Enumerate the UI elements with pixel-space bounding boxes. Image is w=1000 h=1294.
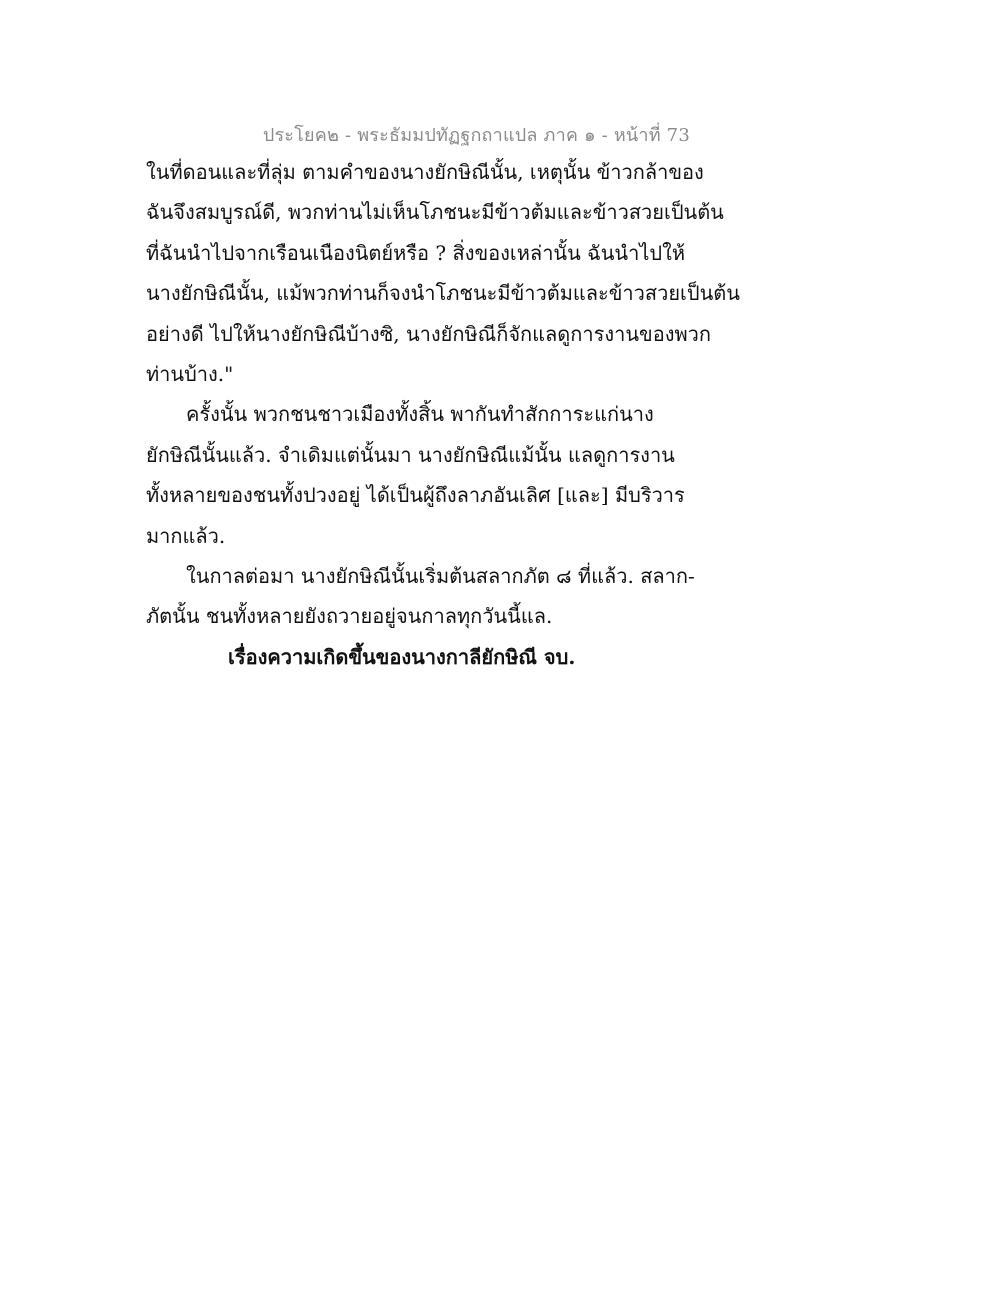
text-line: ยักษิณีนั้นแล้ว. จำเดิมแต่นั้นมา นางยักษิณีแม้นั้น แลดูการงาน — [146, 442, 675, 467]
text-line: ทั้งหลายของชนทั้งปวงอยู่ ได้เป็นผู้ถึงลาภอันเลิศ [และ] มีบริวาร — [146, 483, 685, 508]
paragraph-first-line: ครั้งนั้น พวกชนชาวเมืองทั้งสิ้น พากันทำสักการะแก่นาง — [186, 402, 654, 427]
text-line: มากแล้ว. — [146, 523, 226, 548]
paragraph-first-line: ในกาลต่อมา นางยักษิณีนั้นเริ่มต้นสลากภัต ๘ ที่แล้ว. สลาก- — [186, 563, 695, 588]
text-line: ในที่ดอนและที่ลุ่ม ตามคำของนางยักษิณีนั้น, เหตุนั้น ข้าวกล้าของ — [146, 160, 704, 184]
body-text — [146, 152, 866, 677]
text-line: อย่างดี ไปให้นางยักษิณีบ้างซิ, นางยักษิณีก็จักแลดูการงานของพวก — [146, 321, 712, 346]
text-line: นางยักษิณีนั้น, แม้พวกท่านก็จงนำโภชนะมีข้าวต้มและข้าวสวยเป็นต้น — [146, 281, 740, 306]
text-line: ที่ฉันนำไปจากเรือนเนืองนิตย์หรือ ? สิ่งของเหล่านั้น ฉันนำไปให้ — [146, 240, 686, 265]
text-line: ภัตนั้น ชนทั้งหลายยังถวายอยู่จนกาลทุกวันนี้แล. — [146, 604, 553, 629]
story-end-line: เรื่องความเกิดขึ้นของนางกาลียักษิณี จบ. — [228, 644, 576, 669]
running-head: ประโยค๒ - พระธัมมปทัฏฐกถาแปล ภาค ๑ - หน้าที่ 73 — [262, 125, 690, 146]
text-line: ฉันจึงสมบูรณ์ดี, พวกท่านไม่เห็นโภชนะมีข้าวต้มและข้าวสวยเป็นต้น — [146, 200, 724, 225]
text-line: ท่านบ้าง." — [146, 361, 234, 386]
